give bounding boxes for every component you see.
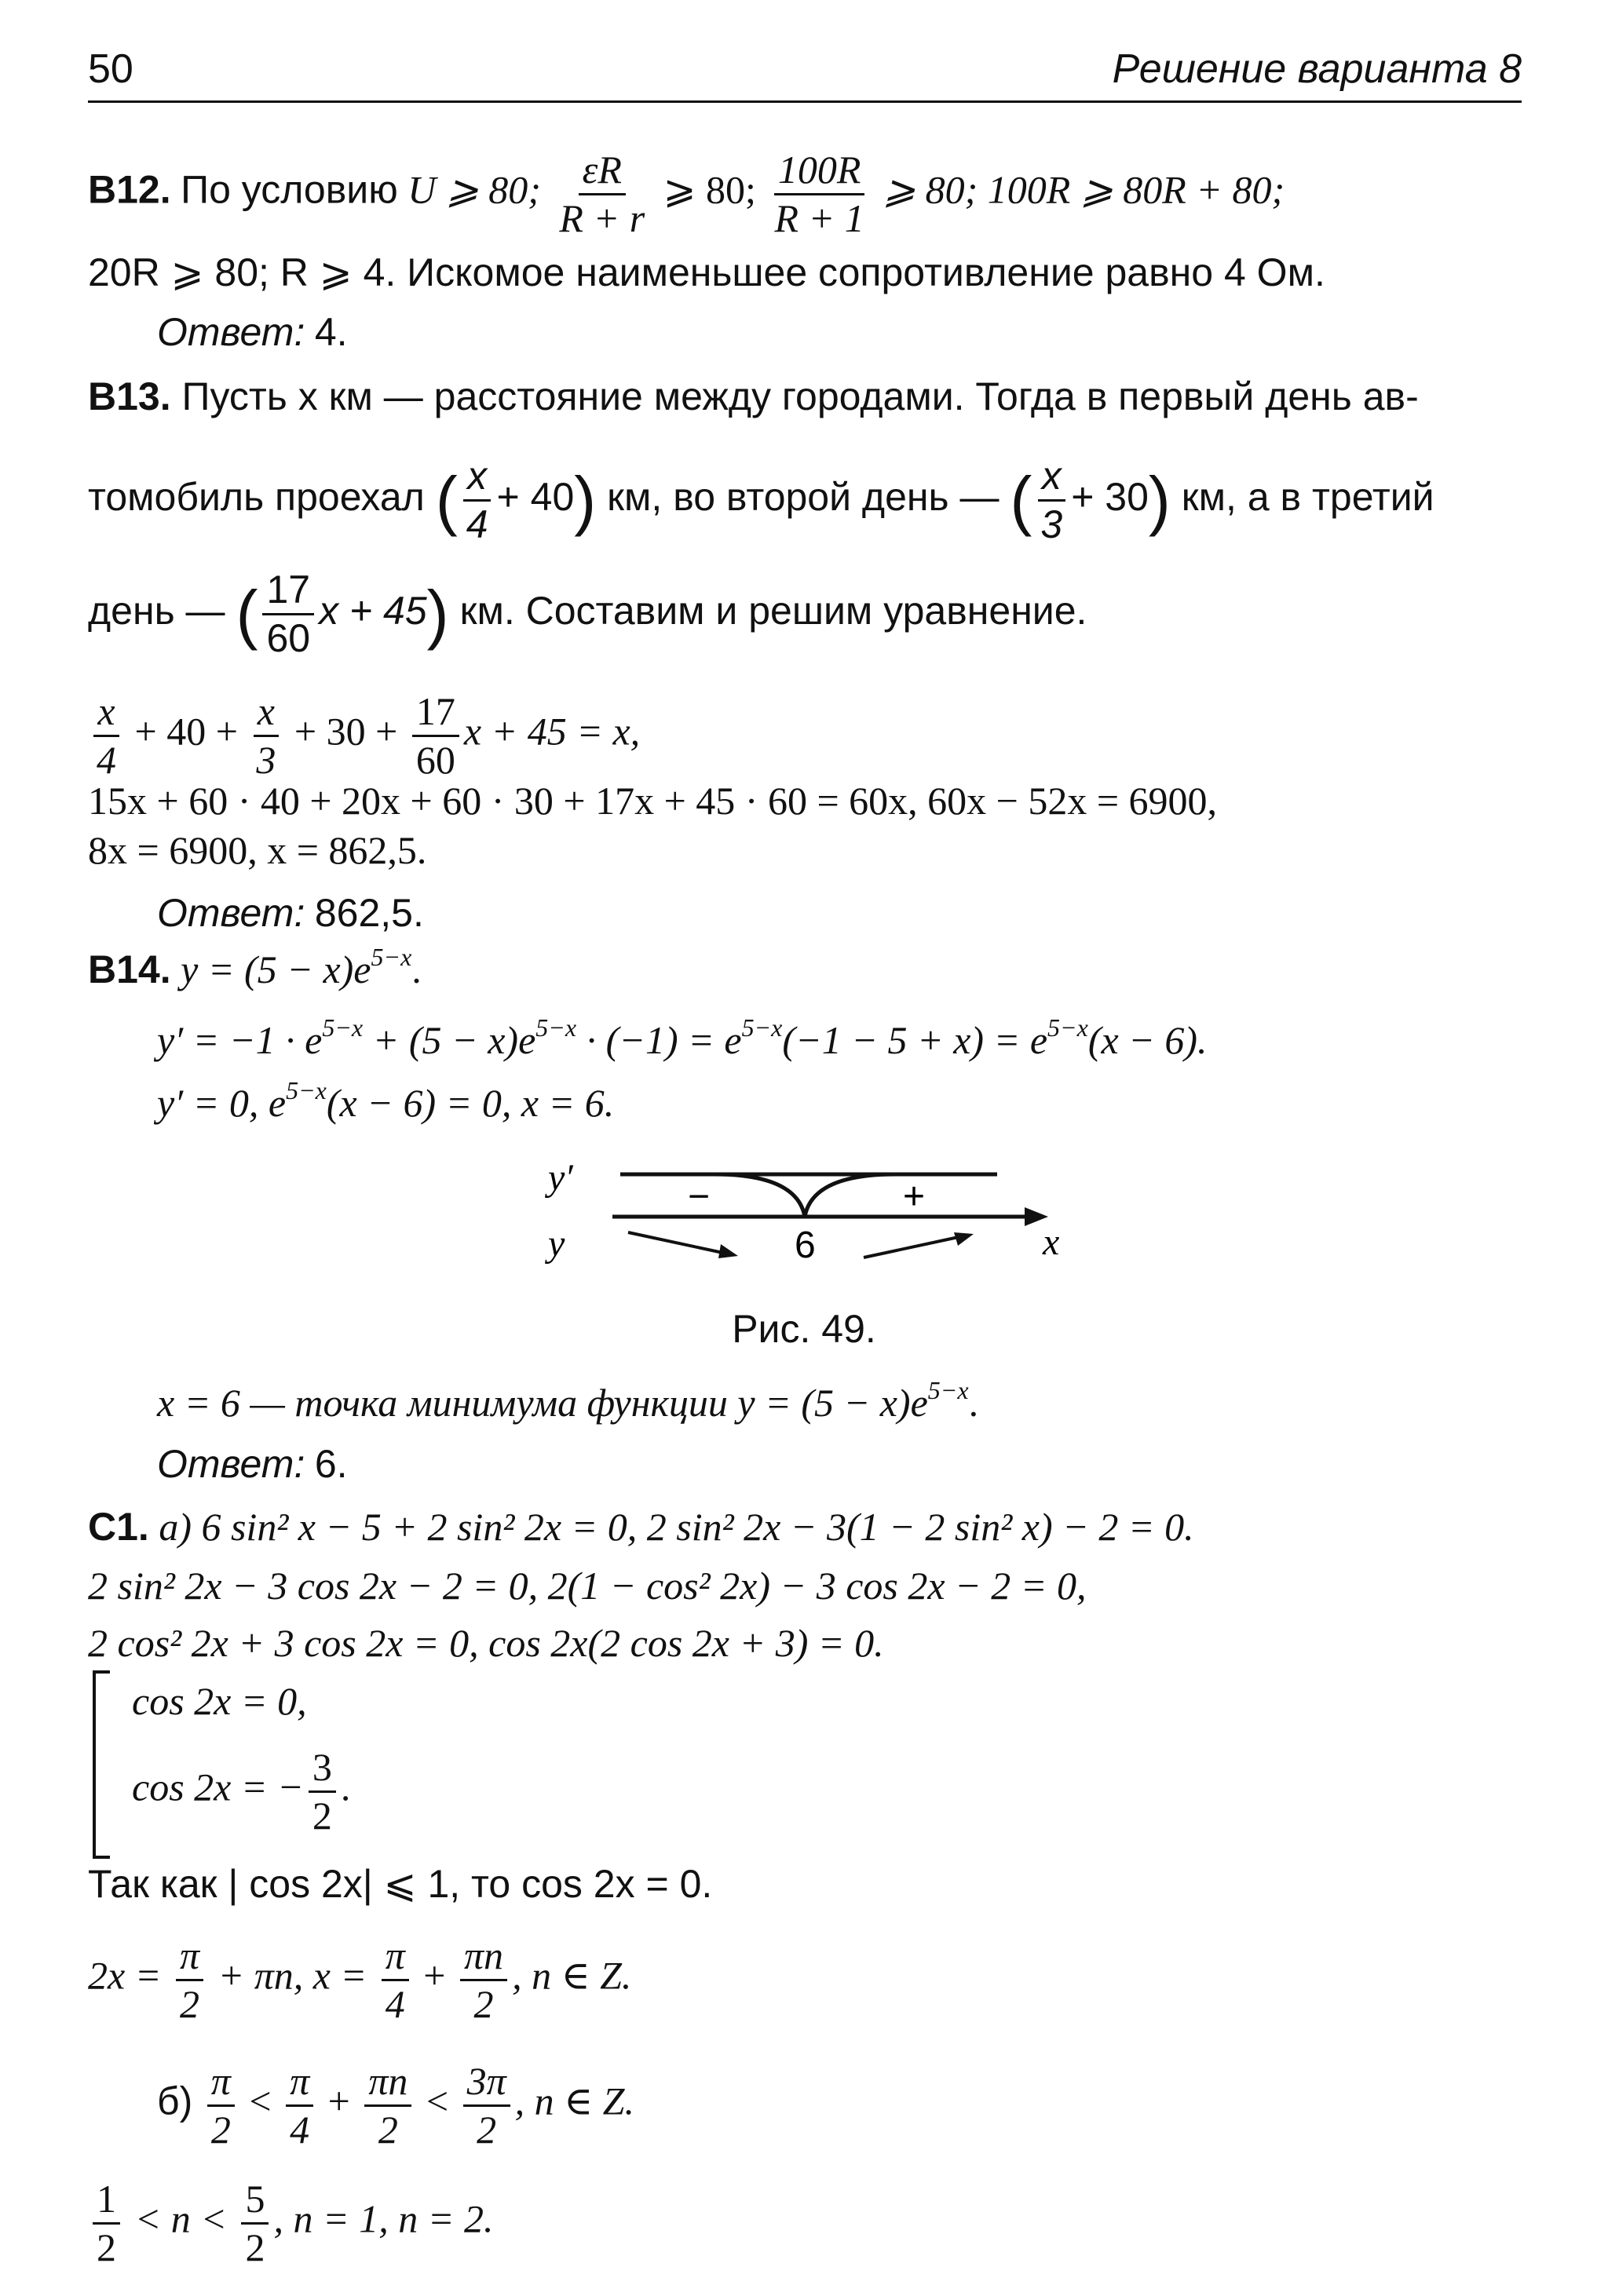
b14-derivative: $y' = -1 \cdot e^{5-x} + (5 - x)e^{5-x} \cdot (-1) = e^{5-x}(-1 - 5 + x) = e^{5-x}(x - 6)$. — [157, 1013, 1208, 1062]
b13-equation-3: 8x = 6900, x = 862,5. — [88, 828, 427, 872]
fraction: $\frac{100R}{R + 1}$ — [774, 148, 864, 240]
decreasing-arrow — [628, 1232, 730, 1254]
problem-label: B13. — [88, 374, 171, 418]
c1-line-2: 2 sin² 2x − 3 cos 2x − 2 = 0, 2(1 − cos² 2x) − 3 cos 2x − 2 = 0, — [88, 1564, 1087, 1608]
b12-answer: Ответ: 4. — [157, 310, 348, 354]
b13-line-2: томобиль проехал ( $\frac{x}{4}$ + 40) км, во второй день — ( $\frac{x}{3}$ + 30) км, а в третий — [88, 454, 1434, 546]
b13-line-1: B13. Пусть x км — расстояние между городами. Тогда в первый день ав- — [88, 374, 1419, 418]
problem-label: B14. — [88, 947, 171, 991]
c1-system-2: cos 2x = − $\frac{3}{2}$ . — [132, 1745, 351, 1838]
running-title: Решение варианта 8 — [1112, 46, 1522, 92]
b13-answer: Ответ: 862,5. — [157, 891, 424, 935]
c1-line-1: C1. а) 6 sin² x − 5 + 2 sin² 2x = 0, 2 sin² 2x − 3(1 − 2 sin² x) − 2 = 0. — [88, 1505, 1194, 1549]
c1-line-4: Так как | cos 2x| ⩽ 1, то cos 2x = 0. — [88, 1862, 713, 1906]
c1-line-5: 2x = $\frac{\pi}{2}$ + πn, x = $\frac{\pi}{4}$ + $\frac{\pi n}{2}$ , n ∈ Z. — [88, 1933, 632, 2026]
b14-conclusion: x = 6 — точка минимума функции $y = (5 - x)e^{5-x}$. — [157, 1376, 979, 1425]
b13-equation-2: 15x + 60 · 40 + 20x + 60 · 30 + 17x + 45 · 60 = 60x, 60x − 52x = 6900, — [88, 779, 1218, 823]
b12-line-1: B12. По условию U ⩾ 80; $\frac{\varepsilon R}{R + r}$ ⩾ 80; $\frac{100R}{R + 1}$ ⩾ 80; 100R ⩾ 80R + 80; — [88, 148, 1285, 240]
b14-line-1: B14. $y = (5 - x)e^{5-x}$. — [88, 943, 422, 991]
problem-label: C1. — [88, 1505, 149, 1549]
b14-zero: y′ = 0, $e^{5-x}(x - 6) = 0$, x = 6. — [157, 1076, 615, 1125]
c1-part-b: б) $\frac{\pi}{2}$ < $\frac{\pi}{4}$ + $\frac{\pi n}{2}$ < $\frac{3\pi}{2}$ , n ∈ Z. — [157, 2059, 634, 2152]
increasing-arrow — [864, 1236, 966, 1258]
c1-line-7: $\frac{1}{2}$ < n < $\frac{5}{2}$ , n = 1, n = 2. — [88, 2178, 1522, 2268]
system-bracket — [93, 1670, 110, 1859]
sign-minus: − — [688, 1176, 711, 1217]
b13-equation-1: $\frac{x}{4}$ + 40 + $\frac{x}{3}$ + 30 + $\frac{17}{60}$ x + 45 = x, — [88, 691, 1522, 780]
fraction: $\frac{\varepsilon R}{R + r}$ — [559, 148, 645, 240]
page-header — [88, 46, 1522, 92]
figure-caption: Рис. 49. — [732, 1307, 876, 1351]
label-y-prime: y′ — [548, 1157, 573, 1199]
c1-line-3: 2 cos² 2x + 3 cos 2x = 0, cos 2x(2 cos 2x + 3) = 0. — [88, 1621, 884, 1665]
sign-arc-cusp — [714, 1174, 895, 1217]
sign-diagram — [542, 1154, 1076, 1287]
header-rule — [88, 100, 1522, 103]
critical-point-label: 6 — [795, 1225, 816, 1266]
b13-line-3: день — ( $\frac{17}{60}$ x + 45) км. Составим и решим уравнение. — [88, 568, 1087, 660]
label-y: y — [548, 1223, 565, 1265]
c1-system-1: cos 2x = 0, — [132, 1679, 307, 1723]
axis-label-x: x — [1043, 1221, 1060, 1263]
sign-plus: + — [903, 1176, 926, 1217]
b14-answer: Ответ: 6. — [157, 1442, 348, 1486]
b12-line-2: 20R ⩾ 80; R ⩾ 4. Искомое наименьшее сопротивление равно 4 Ом. — [88, 250, 1325, 294]
page-number: 50 — [88, 46, 133, 92]
problem-label: B12. — [88, 167, 171, 212]
